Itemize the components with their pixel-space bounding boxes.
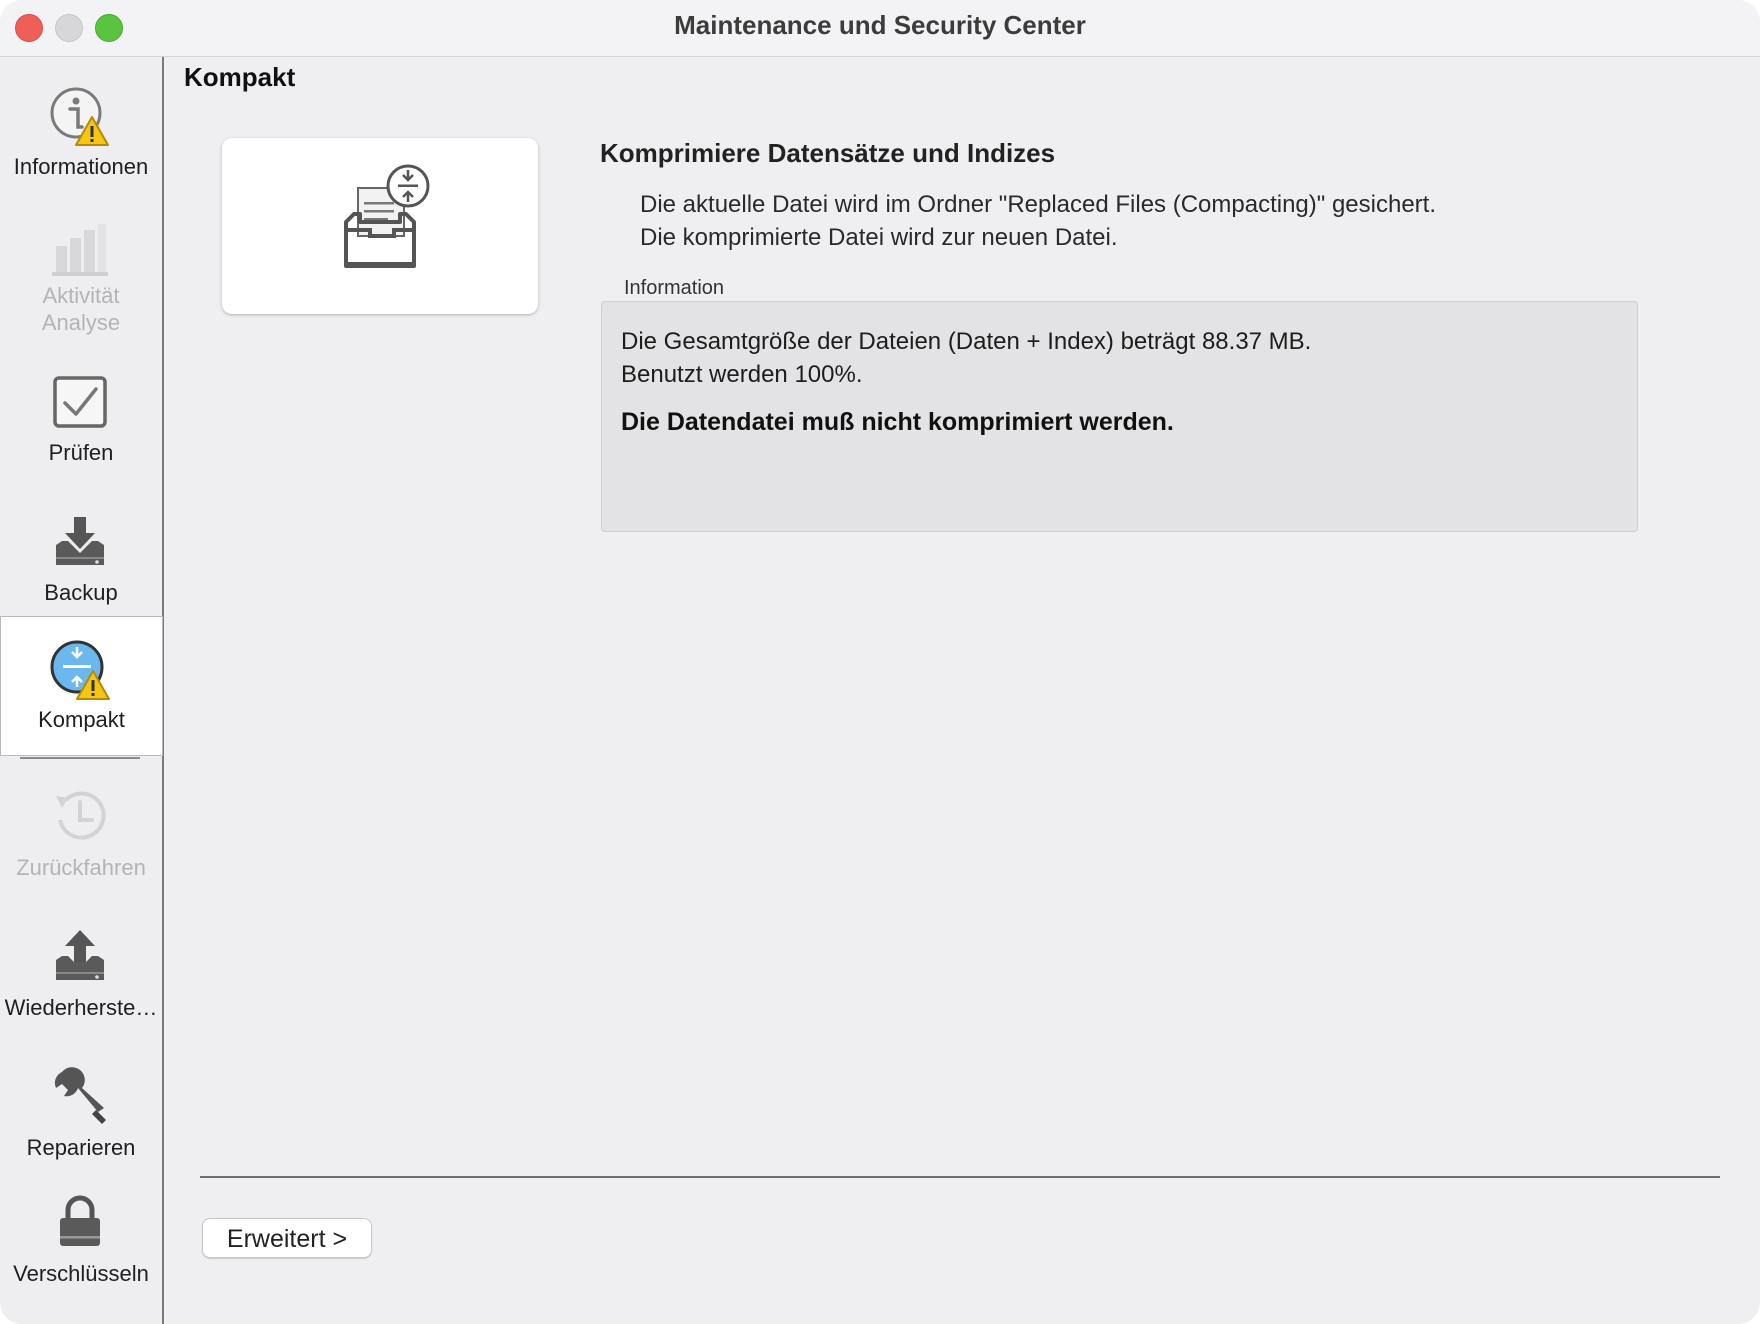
sidebar-item-informationen[interactable] <box>0 67 162 207</box>
description <box>640 188 1436 254</box>
info-warning-icon <box>48 85 112 149</box>
sidebar-item-label: Aktivität Analyse <box>41 283 121 335</box>
sidebar-item-label: Kompakt <box>38 707 125 732</box>
sidebar-item-label: Informationen <box>13 154 149 179</box>
sidebar-item-backup[interactable] <box>0 493 162 633</box>
sidebar-item-label: Prüfen <box>48 440 114 465</box>
sidebar-item-label: Verschlüsseln <box>13 1261 149 1286</box>
info-result-text: Die Datendatei muß nicht komprimiert werden. <box>621 408 1174 436</box>
sidebar-item-kompakt[interactable] <box>0 616 163 756</box>
section-heading: Komprimiere Datensätze und Indizes <box>600 138 1056 168</box>
upload-tray-icon <box>48 926 112 990</box>
sidebar-separator <box>20 757 140 759</box>
window-title: Maintenance und Security Center <box>674 10 1086 40</box>
restore-clock-icon <box>48 786 112 850</box>
sidebar-item-label: Backup <box>44 580 118 605</box>
sidebar-item-wiederherstellen[interactable] <box>0 908 162 1048</box>
bar-chart-icon <box>48 218 112 282</box>
description-line-2: Die komprimierte Datei wird zur neuen Datei. <box>640 224 1118 251</box>
hero-card <box>222 138 538 314</box>
sidebar-item-aktivitaet-analyse[interactable] <box>0 200 162 340</box>
page-title: Kompakt <box>184 62 296 92</box>
sidebar-item-verschluesseln[interactable] <box>0 1174 162 1314</box>
sidebar-item-label: Zurückfahren <box>16 855 146 880</box>
lock-icon <box>48 1192 112 1256</box>
sidebar-item-reparieren[interactable] <box>0 1048 162 1188</box>
info-box-label: Information <box>624 277 725 299</box>
sidebar-item-pruefen[interactable] <box>0 353 162 493</box>
sidebar <box>0 57 164 1324</box>
wrench-icon <box>48 1066 112 1130</box>
compact-warning-icon <box>49 639 113 703</box>
sidebar-item-label: Wiederherste… <box>4 995 158 1020</box>
info-box <box>601 301 1638 532</box>
info-usage-text: Benutzt werden 100%. <box>621 361 863 388</box>
sidebar-item-zurueckfahren[interactable] <box>0 768 162 908</box>
download-tray-icon <box>48 511 112 575</box>
checkmark-box-icon <box>48 371 112 435</box>
footer-divider <box>200 1176 1720 1178</box>
info-size-text: Die Gesamtgröße der Dateien (Daten + Index) beträgt 88.37 MB. <box>621 328 1312 355</box>
sidebar-item-label: Reparieren <box>26 1135 136 1160</box>
title-bar <box>0 0 1760 57</box>
description-line-1: Die aktuelle Datei wird im Ordner "Replaced Files (Compacting)" gesichert. <box>640 191 1437 218</box>
advanced-button[interactable]: Erweitert > <box>202 1218 372 1258</box>
